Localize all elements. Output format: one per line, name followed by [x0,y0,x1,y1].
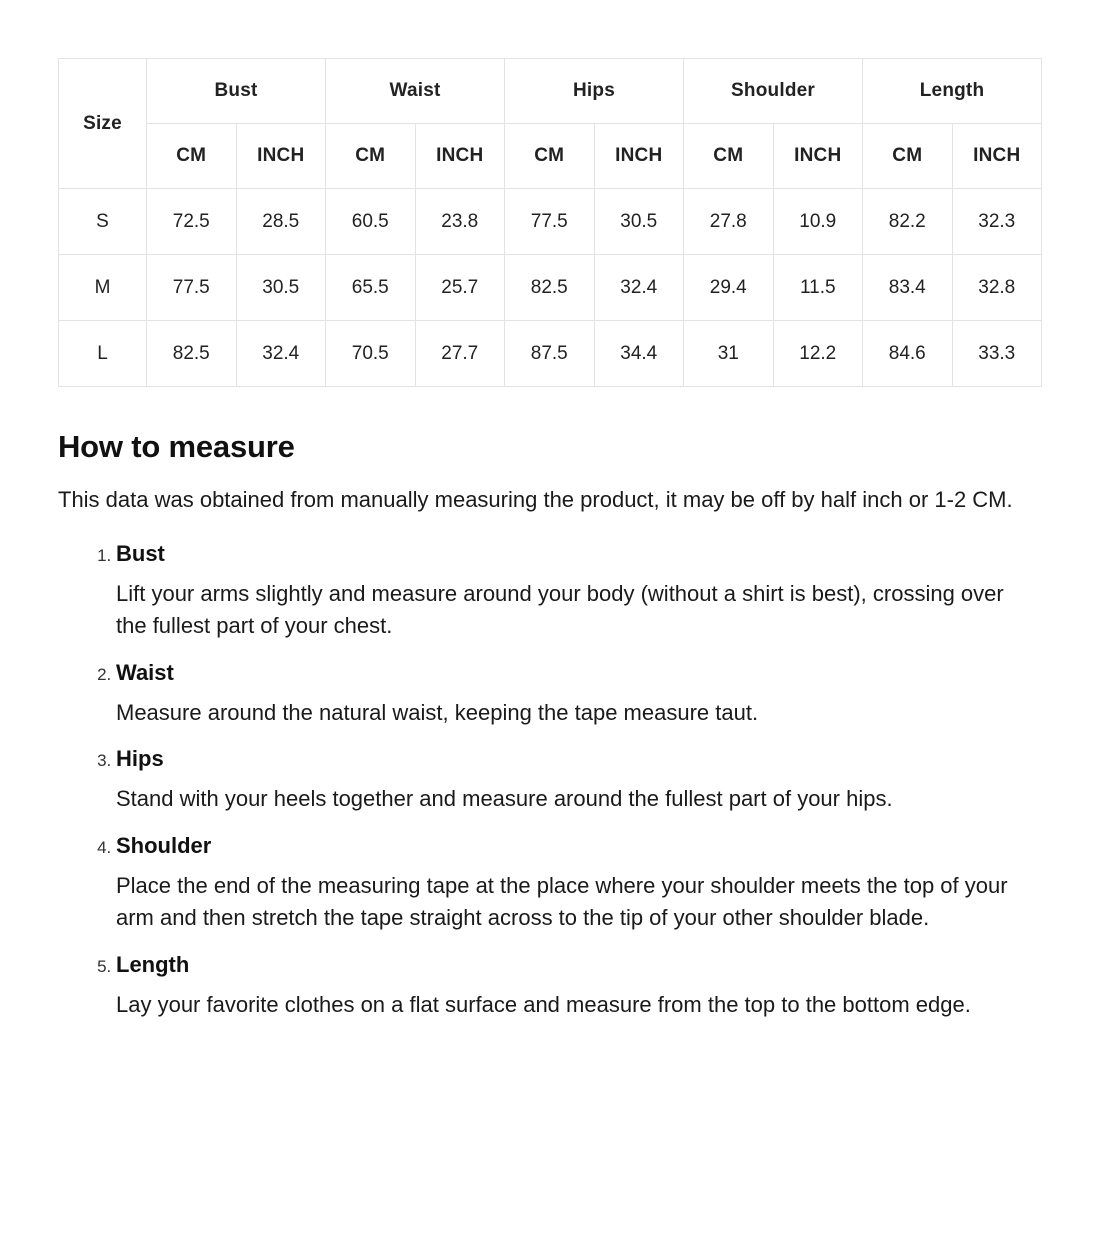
column-header-hips-cm: CM [505,124,595,189]
table-row [59,321,1042,387]
cell-hips-cm: 82.5 [505,255,595,321]
cell-length-cm: 83.4 [863,255,953,321]
size-chart-table [58,58,1042,387]
cell-bust-inch: 32.4 [236,321,326,387]
list-item [116,949,1040,1021]
measure-item-title: 2. Waist [116,659,174,685]
cell-waist-cm: 60.5 [326,189,416,255]
cell-length-inch: 32.3 [952,189,1042,255]
measure-item-title: 3. Hips [116,746,164,772]
measure-item-desc: Lay your favorite clothes on a flat surface and measure from the top to the bottom edge. [116,991,971,1017]
cell-waist-inch: 25.7 [415,255,505,321]
cell-bust-cm: 82.5 [147,321,237,387]
measure-instruction-list [58,538,1040,1021]
cell-waist-cm: 70.5 [326,321,416,387]
cell-length-inch: 33.3 [952,321,1042,387]
column-header-waist-cm: CM [326,124,416,189]
cell-hips-inch: 32.4 [594,255,684,321]
column-header-hips-inch: INCH [594,124,684,189]
cell-length-inch: 32.8 [952,255,1042,321]
measure-item-desc: Stand with your heels together and measure around the fullest part of your hips. [116,786,893,812]
cell-bust-inch: 30.5 [236,255,326,321]
cell-waist-cm: 65.5 [326,255,416,321]
cell-waist-inch: 27.7 [415,321,505,387]
cell-waist-inch: 23.8 [415,189,505,255]
list-item [116,830,1040,935]
cell-length-cm: 84.6 [863,321,953,387]
cell-bust-cm: 77.5 [147,255,237,321]
column-header-size: Size [59,59,147,189]
cell-hips-inch: 34.4 [594,321,684,387]
column-header-bust-cm: CM [147,124,237,189]
measure-item-desc: Measure around the natural waist, keeping the tape measure taut. [116,699,759,725]
cell-shoulder-inch: 11.5 [773,255,863,321]
cell-length-cm: 82.2 [863,189,953,255]
cell-hips-inch: 30.5 [594,189,684,255]
cell-shoulder-cm: 29.4 [684,255,774,321]
cell-shoulder-cm: 31 [684,321,774,387]
column-header-bust-inch: INCH [236,124,326,189]
column-group-bust: Bust [147,59,326,124]
column-header-length-inch: INCH [952,124,1042,189]
cell-size: S [59,189,147,255]
column-header-shoulder-inch: INCH [773,124,863,189]
column-header-shoulder-cm: CM [684,124,774,189]
column-header-waist-inch: INCH [415,124,505,189]
cell-shoulder-inch: 12.2 [773,321,863,387]
measure-item-title: 1. Bust [116,541,165,566]
cell-size: L [59,321,147,387]
table-header-row-units [59,124,1042,189]
how-to-measure-intro: This data was obtained from manually measuring the product, it may be off by half inch or 1-2 CM. [58,487,1013,512]
table-row [59,189,1042,255]
measure-item-desc: Lift your arms slightly and measure around your body (without a shirt is best), crossing over the fullest part of your chest. [116,580,1004,639]
measure-item-title: 5. Length [116,951,190,977]
measure-item-desc: Place the end of the measuring tape at the place where your shoulder meets the top of your arm and then stretch the tape straight across to the tip of your other shoulder blade. [116,872,1008,931]
measure-item-title: 4. Shoulder [116,832,212,858]
cell-size: M [59,255,147,321]
column-header-length-cm: CM [863,124,953,189]
column-group-hips: Hips [505,59,684,124]
how-to-measure-title: How to measure [58,429,295,464]
cell-bust-cm: 72.5 [147,189,237,255]
table-header-row-groups [59,59,1042,124]
list-item [116,743,1040,815]
column-group-length: Length [863,59,1042,124]
cell-shoulder-cm: 27.8 [684,189,774,255]
column-group-waist: Waist [326,59,505,124]
cell-bust-inch: 28.5 [236,189,326,255]
list-item [116,657,1040,729]
column-group-shoulder: Shoulder [684,59,863,124]
cell-hips-cm: 77.5 [505,189,595,255]
table-row [59,255,1042,321]
cell-hips-cm: 87.5 [505,321,595,387]
cell-shoulder-inch: 10.9 [773,189,863,255]
list-item [116,538,1040,643]
